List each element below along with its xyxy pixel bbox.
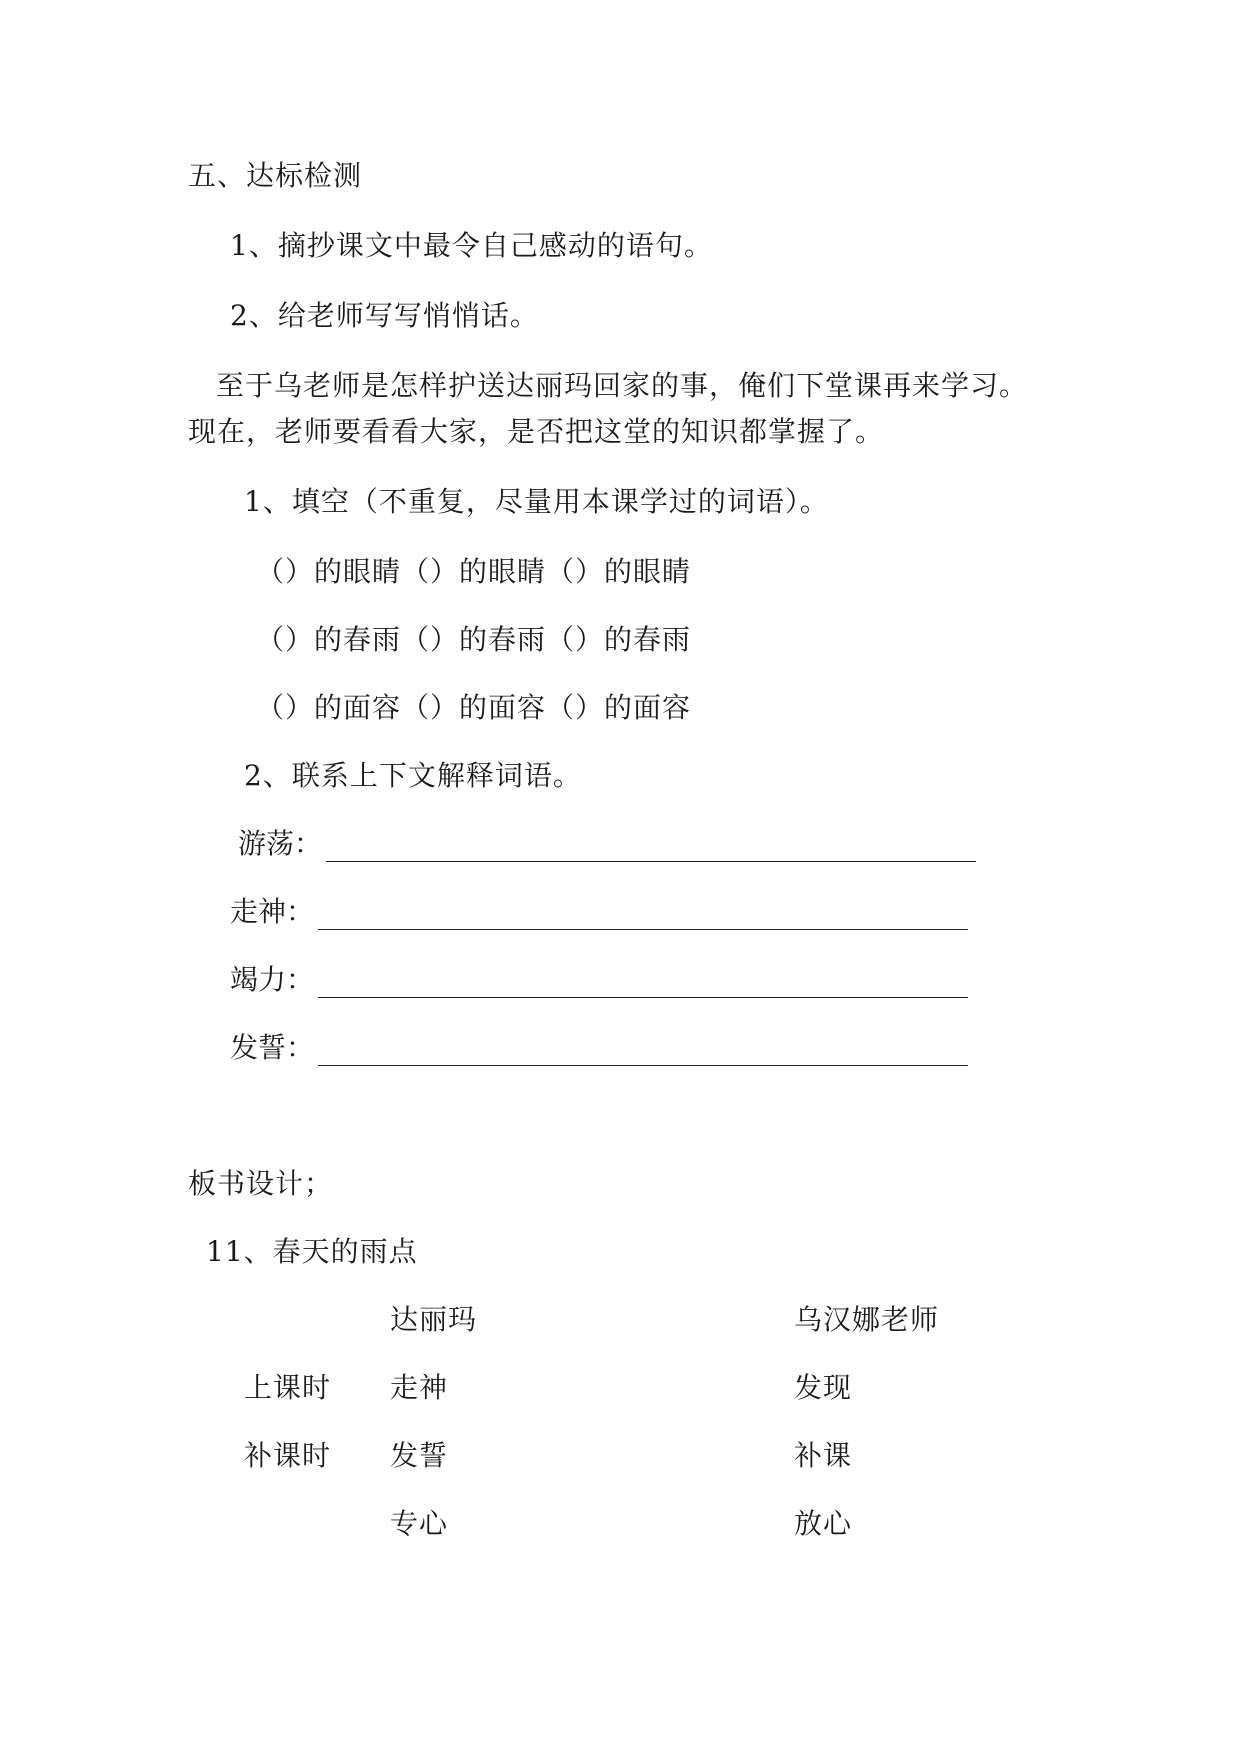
explain-word-label: 发誓：	[230, 1031, 315, 1064]
answer-line[interactable]	[318, 1035, 968, 1066]
board-row-label: 补课时	[244, 1439, 332, 1472]
answer-line[interactable]	[326, 831, 976, 862]
fill-blank-row: （）的春雨（）的春雨（）的春雨	[256, 623, 692, 656]
board-cell-left: 专心	[390, 1507, 449, 1540]
explain-row	[230, 894, 968, 930]
explain-row	[238, 826, 976, 862]
explain-row	[230, 962, 968, 998]
paragraph-line-1: 至于乌老师是怎样护送达丽玛回家的事，俺们下堂课再来学习。	[216, 369, 1029, 402]
task-item-1: 1、摘抄课文中最令自己感动的语句。	[230, 229, 713, 262]
explain-word-label: 走神：	[230, 895, 315, 928]
section-heading: 五、达标检测	[188, 159, 363, 192]
explain-row	[230, 1030, 968, 1066]
explain-words-title: 2、联系上下文解释词语。	[244, 759, 582, 792]
board-title: 11、春天的雨点	[206, 1235, 418, 1268]
board-column-header-right: 乌汉娜老师	[794, 1303, 940, 1336]
board-cell-right: 发现	[794, 1371, 853, 1404]
answer-line[interactable]	[318, 967, 968, 998]
board-cell-right: 补课	[794, 1439, 853, 1472]
board-cell-left: 发誓	[390, 1439, 449, 1472]
board-row-label: 上课时	[244, 1371, 332, 1404]
fill-blank-row: （）的面容（）的面容（）的面容	[256, 691, 692, 724]
board-column-header-left: 达丽玛	[390, 1303, 478, 1336]
board-design-heading: 板书设计；	[188, 1167, 334, 1200]
paragraph-line-2: 现在，老师要看看大家，是否把这堂的知识都掌握了。	[188, 415, 885, 448]
answer-line[interactable]	[318, 899, 968, 930]
explain-word-label: 游荡：	[238, 827, 323, 860]
fill-blank-title: 1、填空（不重复，尽量用本课学过的词语）。	[244, 485, 829, 518]
board-cell-right: 放心	[794, 1507, 853, 1540]
task-item-2: 2、给老师写写悄悄话。	[230, 299, 539, 332]
fill-blank-row: （）的眼睛（）的眼睛（）的眼睛	[256, 555, 692, 588]
board-cell-left: 走神	[390, 1371, 449, 1404]
explain-word-label: 竭力：	[230, 963, 315, 996]
